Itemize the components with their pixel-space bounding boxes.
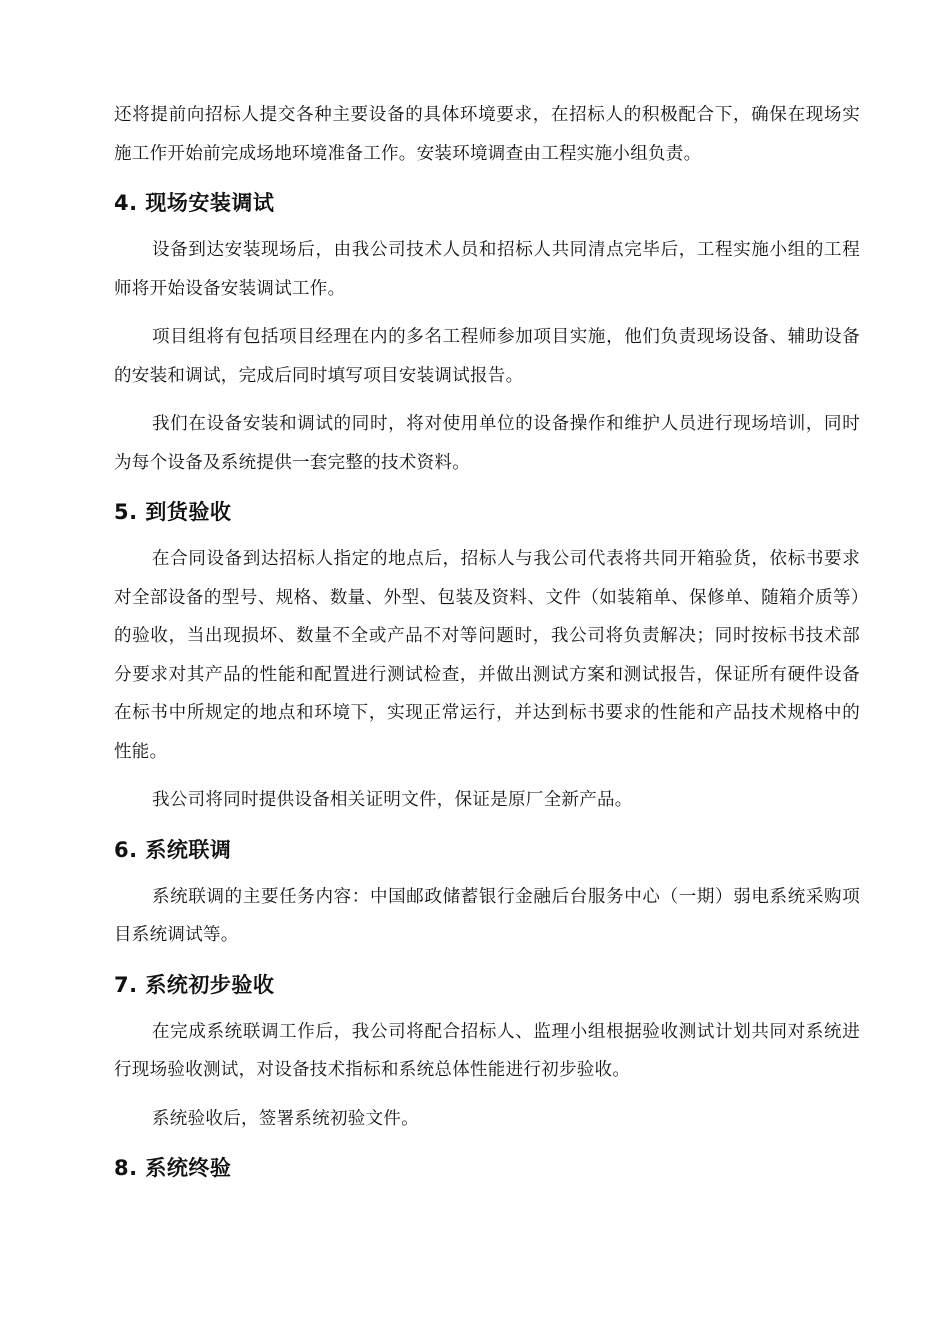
section-heading: 8. 系统终验 bbox=[114, 1156, 232, 1180]
paragraph: 项目组将有包括项目经理在内的多名工程师参加项目实施，他们负责现场设备、辅助设备的安装和调试，完成后同时填写项目安装调试报告。 bbox=[114, 327, 860, 386]
paragraph: 系统验收后，签署系统初验文件。 bbox=[152, 1108, 419, 1129]
paragraph: 设备到达安装现场后，由我公司技术人员和招标人共同清点完毕后，工程实施小组的工程师将开始设备安装调试工作。 bbox=[114, 240, 860, 299]
paragraph: 我公司将同时提供设备相关证明文件，保证是原厂全新产品。 bbox=[152, 790, 633, 810]
paragraph: 还将提前向招标人提交各种主要设备的具体环境要求，在招标人的积极配合下，确保在现场实施工作开始前完成场地环境准备工作。安装环境调查由工程实施小组负责。 bbox=[114, 105, 860, 164]
paragraph: 我们在设备安装和调试的同时，将对使用单位的设备操作和维护人员进行现场培训，同时为每个设备及系统提供一套完整的技术资料。 bbox=[114, 414, 860, 473]
section-heading: 5. 到货验收 bbox=[114, 500, 232, 524]
section-heading: 7. 系统初步验收 bbox=[114, 972, 275, 997]
paragraph: 系统联调的主要任务内容：中国邮政储蓄银行金融后台服务中心（一期）弱电系统采购项目系统调试等。 bbox=[114, 886, 860, 945]
paragraph: 在完成系统联调工作后，我公司将配合招标人、监理小组根据验收测试计划共同对系统进行现场验收测试，对设备技术指标和系统总体性能进行初步验收。 bbox=[114, 1021, 860, 1080]
paragraph: 在合同设备到达招标人指定的地点后，招标人与我公司代表将共同开箱验货，依标书要求对全部设备的型号、规格、数量、外型、包装及资料、文件（如装箱单、保修单、随箱介质等）的验收，当出现损坏、数量不全或产品不对等问题时，我公司将负责解决；同时按标书技术部分要求对其产品的性能和配置进行测试检查，并做出测试方案和测试报告，保证所有硬件设备在标书中所规定的地点和环境下，实现正常运行，并达到标书要求的性能和产品技术规格中的性能。 bbox=[114, 549, 860, 762]
section-heading: 6. 系统联调 bbox=[114, 837, 232, 862]
section-heading: 4. 现场安装调试 bbox=[114, 191, 275, 215]
